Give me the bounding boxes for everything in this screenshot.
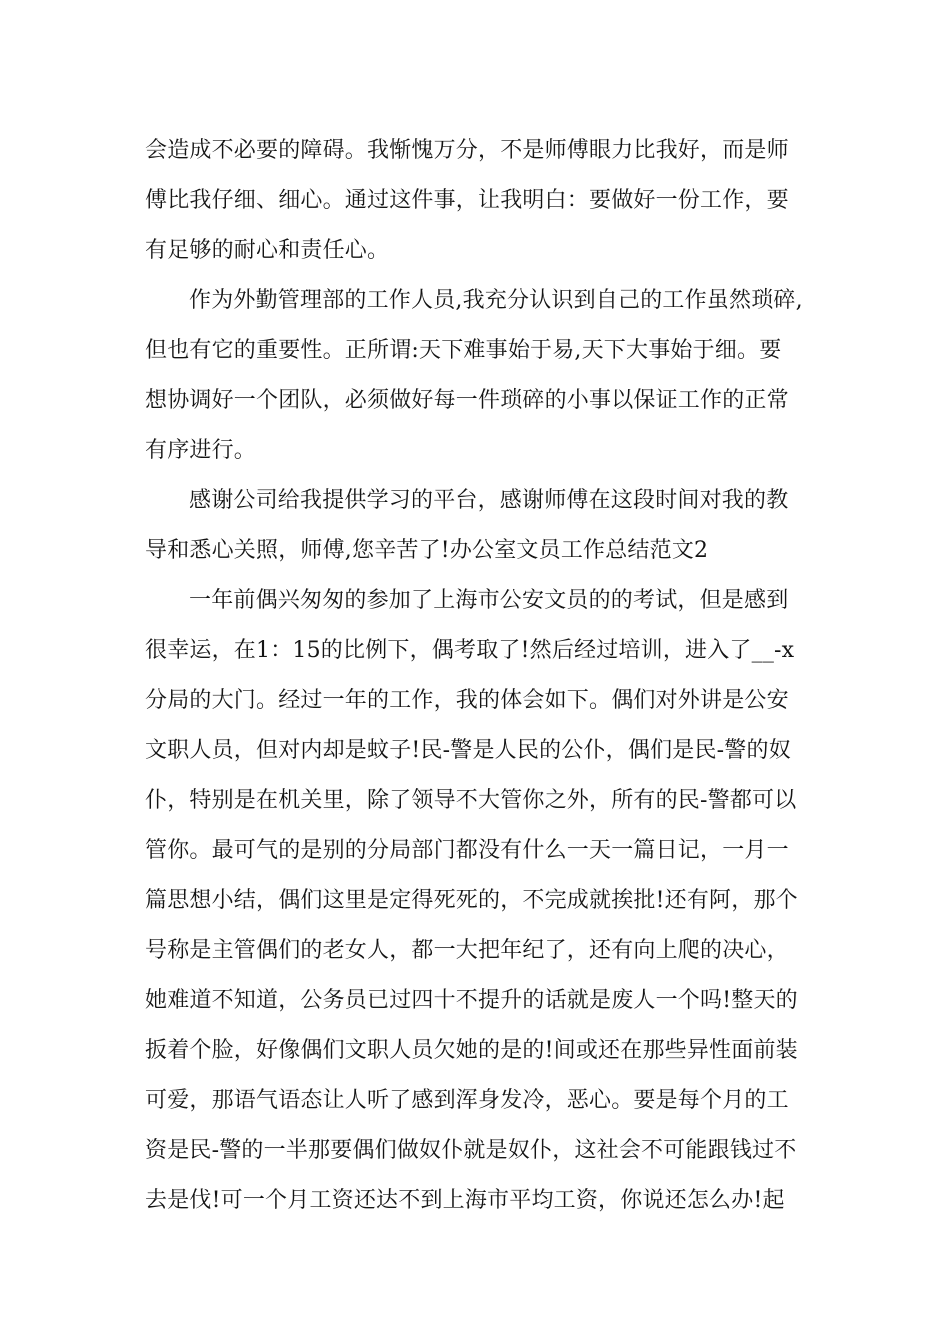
paragraph-line: 但也有它的重要性。正所谓:天下难事始于易,天下大事始于细。要 — [145, 338, 782, 363]
paragraph-line: 她难道不知道，公务员已过四十不提升的话就是废人一个吗!整天的 — [145, 988, 798, 1013]
paragraph-line: 很幸运，在1：15的比例下，偶考取了!然后经过培训，进入了__-x — [145, 638, 795, 663]
paragraph-line: 管你。最可气的是别的分局部门都没有什么一天一篇日记，一月一 — [145, 838, 789, 863]
paragraph-line: 傅比我仔细、细心。通过这件事，让我明白：要做好一份工作，要 — [145, 188, 789, 213]
paragraph-line: 作为外勤管理部的工作人员,我充分认识到自己的工作虽然琐碎, — [189, 288, 803, 313]
paragraph-line: 有足够的耐心和责任心。 — [145, 238, 390, 263]
paragraph-line: 号称是主管偶们的老女人，都一大把年纪了，还有向上爬的决心， — [145, 938, 789, 963]
paragraph-line: 导和悉心关照，师傅,您辛苦了!办公室文员工作总结范文2 — [145, 538, 709, 563]
paragraph-line: 想协调好一个团队，必须做好每一件琐碎的小事以保证工作的正常 — [145, 388, 789, 413]
paragraph-line: 一年前偶兴匆匆的参加了上海市公安文员的的考试，但是感到 — [189, 588, 789, 613]
paragraph-line: 会造成不必要的障碍。我惭愧万分，不是师傅眼力比我好，而是师 — [145, 138, 789, 163]
paragraph-line: 去是伐!可一个月工资还达不到上海市平均工资，你说还怎么办!起 — [145, 1188, 785, 1213]
paragraph-line: 有序进行。 — [145, 438, 257, 463]
paragraph-line: 篇思想小结，偶们这里是定得死死的，不完成就挨批!还有阿，那个 — [145, 888, 798, 913]
paragraph-line: 扳着个脸，好像偶们文职人员欠她的是的!间或还在那些异性面前装 — [145, 1038, 798, 1063]
paragraph-line: 仆，特别是在机关里，除了领导不大管你之外，所有的民-警都可以 — [145, 788, 797, 813]
paragraph-line: 可爱，那语气语态让人听了感到浑身发冷，恶心。要是每个月的工 — [145, 1088, 789, 1113]
paragraph-line: 资是民-警的一半那要偶们做奴仆就是奴仆，这社会不可能跟钱过不 — [145, 1138, 797, 1163]
paragraph-line: 感谢公司给我提供学习的平台，感谢师傅在这段时间对我的教 — [189, 488, 789, 513]
paragraph-line: 分局的大门。经过一年的工作，我的体会如下。偶们对外讲是公安 — [145, 688, 789, 713]
paragraph-line: 文职人员，但对内却是蚊子!民-警是人民的公仆，偶们是民-警的奴 — [145, 738, 791, 763]
